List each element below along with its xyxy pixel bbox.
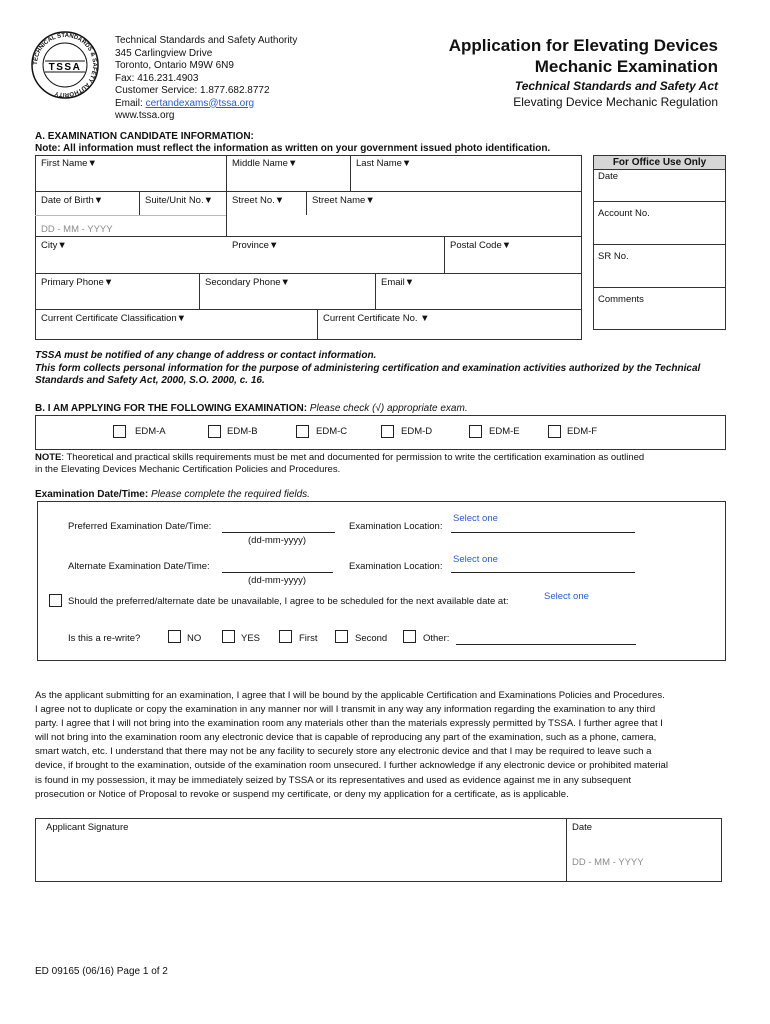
agreement-text: [35, 689, 730, 802]
suite-field[interactable]: Suite/Unit No.▼: [145, 195, 214, 206]
title-block: [449, 35, 718, 109]
next-available-label: Should the preferred/alternate date be unavailable, I agree to be scheduled for the next available date at:: [68, 596, 509, 607]
rewrite-no-label: NO: [187, 633, 202, 644]
org-address: [115, 35, 297, 123]
regulation: Elevating Device Mechanic Regulation: [513, 95, 718, 109]
tssa-logo: [30, 30, 100, 100]
alternate-location-label: Examination Location:: [349, 561, 443, 572]
secondary-phone-field[interactable]: Secondary Phone▼: [205, 277, 290, 288]
website: www.tssa.org: [115, 110, 175, 121]
notify-notice: TSSA must be notified of any change of address or contact information.: [35, 350, 377, 361]
attempt-second-checkbox[interactable]: [335, 630, 348, 643]
agreement-line: will not bring into the examination room any electronic device that is capable of reproducing any part of the examination, such as a phone, camera,: [35, 732, 657, 744]
privacy-line: This form collects personal information for the purpose of administering certification and examination activities authorized by the Technical: [35, 363, 701, 374]
section-b-note: [35, 452, 644, 476]
exam-date-instruction: Please complete the required fields.: [148, 489, 310, 500]
applicant-signature-field[interactable]: Applicant Signature: [46, 822, 129, 833]
alternate-date-input[interactable]: [222, 572, 333, 573]
section-b-instruction: Please check (√) appropriate exam.: [307, 403, 468, 414]
signature-date-field[interactable]: DD - MM - YYYY: [572, 857, 644, 868]
alternate-format: (dd-mm-yyyy): [248, 575, 307, 586]
rewrite-no-checkbox[interactable]: [168, 630, 181, 643]
agreement-line: device, if brought to the examination, outside of the examination room unsecured. I further acknowledge if any electronic device or prohibited material: [35, 760, 669, 772]
edm-b-label: EDM-B: [227, 426, 258, 437]
note-text: : Theoretical and practical skills requirements must be met and documented for permission to write the certification examination as outlined: [61, 452, 645, 463]
preferred-format: (dd-mm-yyyy): [248, 535, 307, 546]
logo-ring-text: TECHNICAL STANDARDS & SAFETY AUTHORITY: [32, 32, 98, 98]
last-name-field[interactable]: Last Name▼: [356, 158, 412, 169]
office-date: Date: [598, 171, 619, 182]
rewrite-label: Is this a re-write?: [68, 633, 141, 644]
agreement-line: I agree not to duplicate or copy the examination in any manner nor will I transmit in any way any information regarding the examination to any third: [35, 704, 656, 716]
postal-code-field[interactable]: Postal Code▼: [450, 240, 512, 251]
province-field[interactable]: Province▼: [232, 240, 279, 251]
exam-date-title: Examination Date/Time:: [35, 489, 149, 500]
rewrite-yes-checkbox[interactable]: [222, 630, 235, 643]
privacy-notice: [35, 363, 700, 387]
email-link[interactable]: certandexams@tssa.org: [145, 97, 255, 109]
attempt-other-checkbox[interactable]: [403, 630, 416, 643]
attempt-first-checkbox[interactable]: [279, 630, 292, 643]
agreement-line: smart watch, etc. I understand that there may not be any facility to securely store any electronic device and that I may be required to leave such a: [35, 746, 652, 758]
org-line: Technical Standards and Safety Authority: [115, 35, 298, 46]
section-b-heading: [35, 403, 468, 414]
agreement-line: As the applicant submitting for an examination, I agree that I will be bound by the applicable Certification and Examinations Policies and Procedures.: [35, 690, 665, 701]
edm-c-checkbox[interactable]: [296, 425, 309, 438]
section-a-note: Note: All information must reflect the information as written on your government issued photo identification.: [35, 143, 551, 154]
email-label: Email:: [115, 97, 146, 109]
agreement-line: prosecution or Notice of Proposal to revoke or suspend my certificate, or deny my application for a certificate, as is applicable.: [35, 788, 569, 800]
cert-no-field[interactable]: Current Certificate No. ▼: [323, 313, 430, 324]
org-line: Fax: 416.231.4903: [115, 72, 199, 84]
org-line: 345 Carlingview Drive: [115, 47, 213, 59]
org-line: Toronto, Ontario M9W 6N9: [115, 60, 234, 71]
edm-f-label: EDM-F: [567, 426, 598, 437]
next-available-checkbox[interactable]: [49, 594, 62, 607]
primary-phone-field[interactable]: Primary Phone▼: [41, 277, 114, 288]
agreement-line: is found in my possession, it may be immediately seized by TSSA or its representatives and used as evidence against me in any subsequent: [35, 774, 632, 786]
office-comments: Comments: [598, 294, 644, 305]
alternate-location-value[interactable]: Select one: [453, 554, 498, 565]
edm-c-label: EDM-C: [316, 426, 348, 437]
cert-class-field[interactable]: Current Certificate Classification▼: [41, 313, 187, 324]
preferred-location-value[interactable]: Select one: [453, 513, 498, 524]
note-text: in the Elevating Devices Mechanic Certification Policies and Procedures.: [35, 464, 341, 475]
next-available-location[interactable]: Select one: [544, 591, 589, 602]
office-sr: SR No.: [598, 251, 629, 262]
section-a-heading: A. EXAMINATION CANDIDATE INFORMATION:: [35, 131, 254, 142]
page-title-line1: Application for Elevating Devices: [448, 36, 718, 55]
edm-b-checkbox[interactable]: [208, 425, 221, 438]
edm-f-checkbox[interactable]: [548, 425, 561, 438]
signature-date-label: Date: [572, 822, 593, 833]
edm-e-label: EDM-E: [489, 426, 520, 437]
page-title-line2: Mechanic Examination: [534, 57, 718, 76]
alternate-location-select[interactable]: [451, 572, 635, 573]
alternate-date-label: Alternate Examination Date/Time:: [68, 561, 210, 572]
attempt-other-label: Other:: [423, 633, 450, 644]
edm-d-checkbox[interactable]: [381, 425, 394, 438]
preferred-date-input[interactable]: [222, 532, 335, 533]
middle-name-field[interactable]: Middle Name▼: [232, 158, 298, 169]
agreement-line: party. I agree that I will not bring into the examination room any materials other than the materials expressly permitted by TSSA. I further agree that I: [35, 718, 663, 730]
note-label: NOTE: [35, 452, 62, 463]
edm-a-label: EDM-A: [135, 426, 166, 437]
attempt-other-input[interactable]: [456, 644, 636, 645]
city-field[interactable]: City▼: [41, 240, 67, 251]
dob-field[interactable]: Date of Birth▼: [41, 195, 104, 206]
org-line: Customer Service: 1.877.682.8772: [115, 85, 270, 96]
section-b-title: B. I AM APPLYING FOR THE FOLLOWING EXAMINATION:: [35, 403, 308, 414]
street-name-field[interactable]: Street Name▼: [312, 195, 375, 206]
signature-box: [35, 818, 722, 882]
office-use-heading: For Office Use Only: [594, 156, 725, 169]
exam-date-heading: [35, 489, 310, 500]
attempt-second-label: Second: [355, 633, 388, 644]
edm-d-label: EDM-D: [401, 426, 433, 437]
preferred-date-label: Preferred Examination Date/Time:: [68, 521, 212, 532]
street-no-field[interactable]: Street No.▼: [232, 195, 285, 206]
logo-center-text: TSSA: [48, 62, 82, 73]
attempt-first-label: First: [299, 633, 318, 644]
edm-e-checkbox[interactable]: [469, 425, 482, 438]
preferred-location-label: Examination Location:: [349, 521, 443, 532]
first-name-field[interactable]: First Name▼: [41, 158, 97, 169]
form-footer: ED 09165 (06/16) Page 1 of 2: [35, 966, 168, 977]
dob-placeholder[interactable]: DD - MM - YYYY: [41, 224, 113, 235]
privacy-line: Standards and Safety Act, 2000, S.O. 2000, c. 16.: [35, 375, 265, 386]
office-account: Account No.: [598, 208, 650, 219]
act-subtitle: Technical Standards and Safety Act: [514, 79, 718, 93]
edm-a-checkbox[interactable]: [113, 425, 126, 438]
rewrite-yes-label: YES: [241, 633, 261, 644]
preferred-location-select[interactable]: [451, 532, 635, 533]
email-field[interactable]: Email▼: [381, 277, 415, 288]
